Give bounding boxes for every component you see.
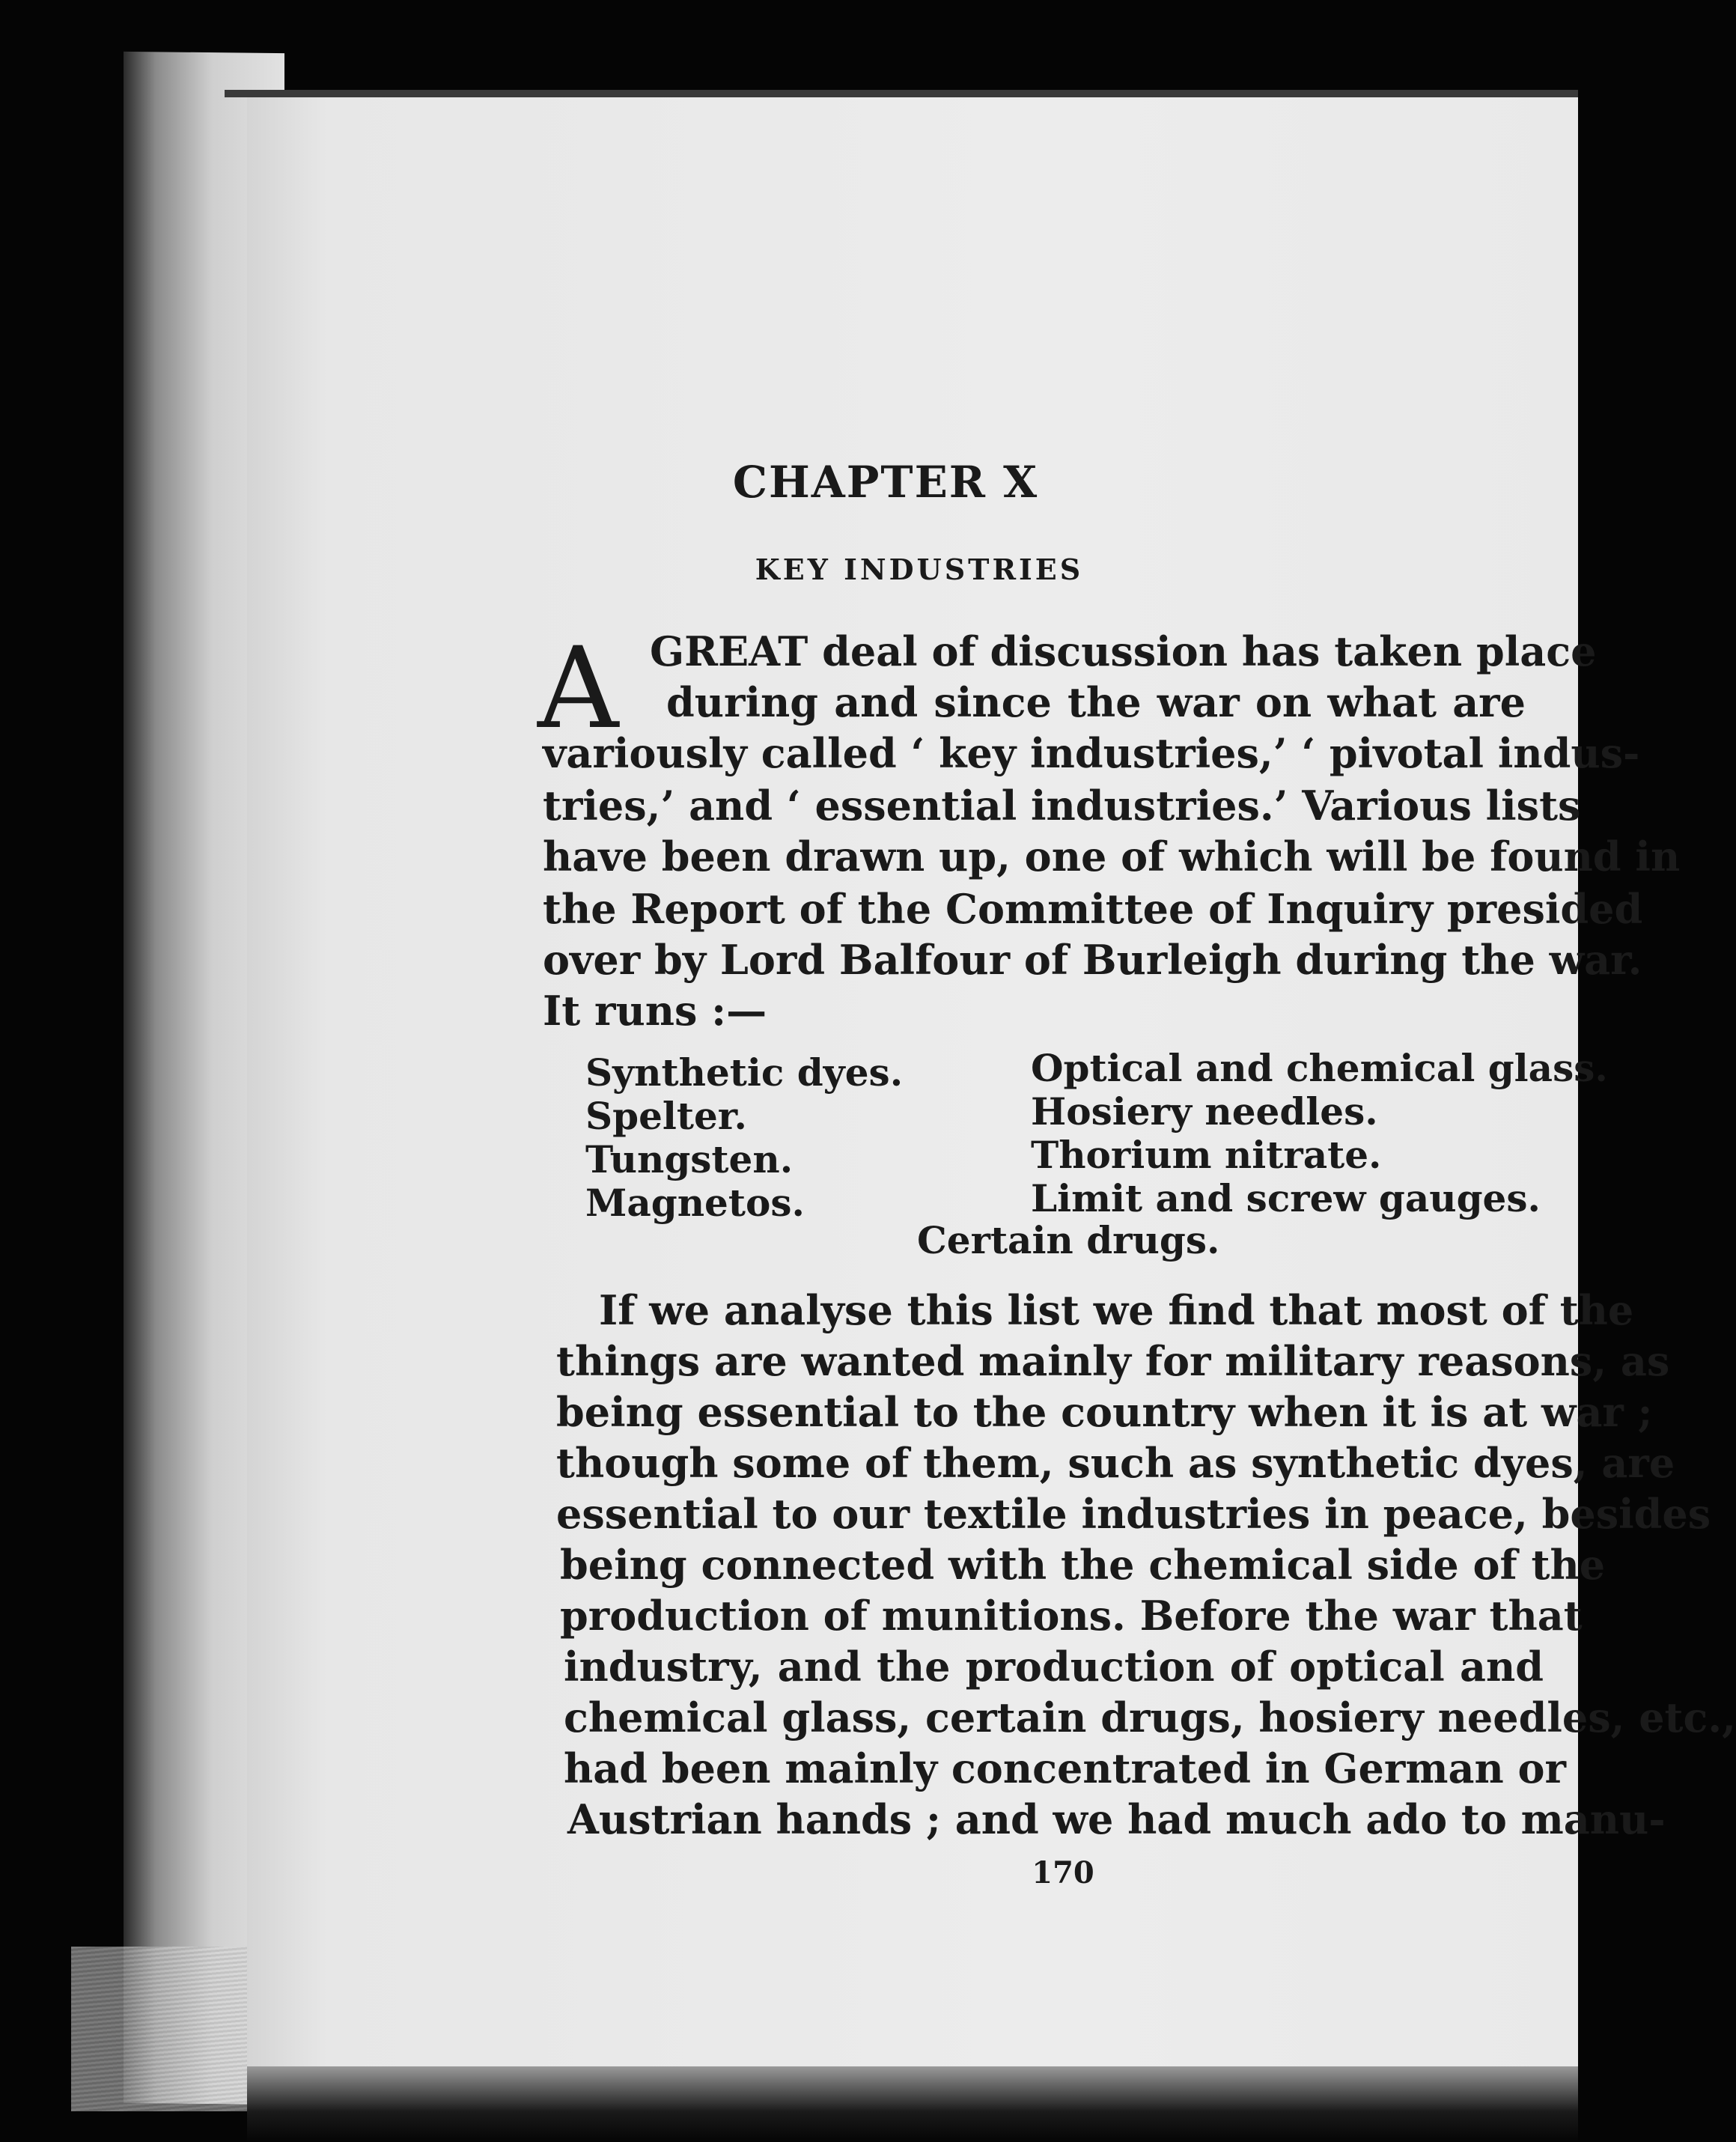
paragraph-line: production of munitions. Before the war that xyxy=(560,1592,1583,1640)
paragraph-line: industry, and the production of optical and xyxy=(564,1643,1544,1691)
list-item: Magnetos. xyxy=(585,1181,805,1225)
list-item: Optical and chemical glass. xyxy=(1031,1046,1608,1090)
list-item: Synthetic dyes. xyxy=(585,1050,904,1095)
paragraph-line: variously called ‘ key industries,’ ‘ pivotal indus- xyxy=(543,729,1640,777)
paragraph-line: the Report of the Committee of Inquiry presided xyxy=(543,885,1643,933)
paragraph-line: being connected with the chemical side of the xyxy=(560,1541,1606,1589)
paragraph-line: over by Lord Balfour of Burleigh during the war. xyxy=(543,936,1642,984)
list-item: Limit and screw gauges. xyxy=(1031,1176,1541,1220)
list-item: Spelter. xyxy=(585,1094,747,1138)
list-item: Hosiery needles. xyxy=(1031,1089,1378,1134)
list-item-centered: Certain drugs. xyxy=(917,1218,1220,1262)
paragraph-line: being essential to the country when it is at war ; xyxy=(556,1388,1653,1436)
section-title: KEY INDUSTRIES xyxy=(755,553,1084,586)
paragraph-line: tries,’ and ‘ essential industries.’ Various lists xyxy=(543,782,1581,830)
paragraph-line: GREAT deal of discussion has taken place xyxy=(650,627,1597,675)
paragraph-line: though some of them, such as synthetic dyes, are xyxy=(556,1439,1675,1487)
paragraph-line: chemical glass, certain drugs, hosiery needles, etc., xyxy=(564,1694,1736,1741)
paragraph-line: things are wanted mainly for military reasons, as xyxy=(556,1337,1670,1385)
paragraph-line: had been mainly concentrated in German or xyxy=(564,1744,1566,1792)
chapter-title: CHAPTER X xyxy=(732,457,1039,508)
paragraph-line: Austrian hands ; and we had much ado to manu- xyxy=(567,1795,1666,1843)
paragraph-line: It runs :— xyxy=(543,987,767,1035)
list-item: Thorium nitrate. xyxy=(1031,1133,1382,1177)
paragraph-line: If we analyse this list we find that most of the xyxy=(599,1286,1634,1334)
paragraph-line: during and since the war on what are xyxy=(666,678,1526,726)
paragraph-line: essential to our textile industries in peace, besides xyxy=(556,1490,1711,1538)
list-item: Tungsten. xyxy=(585,1137,794,1181)
paragraph-line: have been drawn up, one of which will be found in xyxy=(543,833,1681,880)
page-number: 170 xyxy=(1032,1855,1094,1890)
drop-cap: A xyxy=(537,624,619,754)
